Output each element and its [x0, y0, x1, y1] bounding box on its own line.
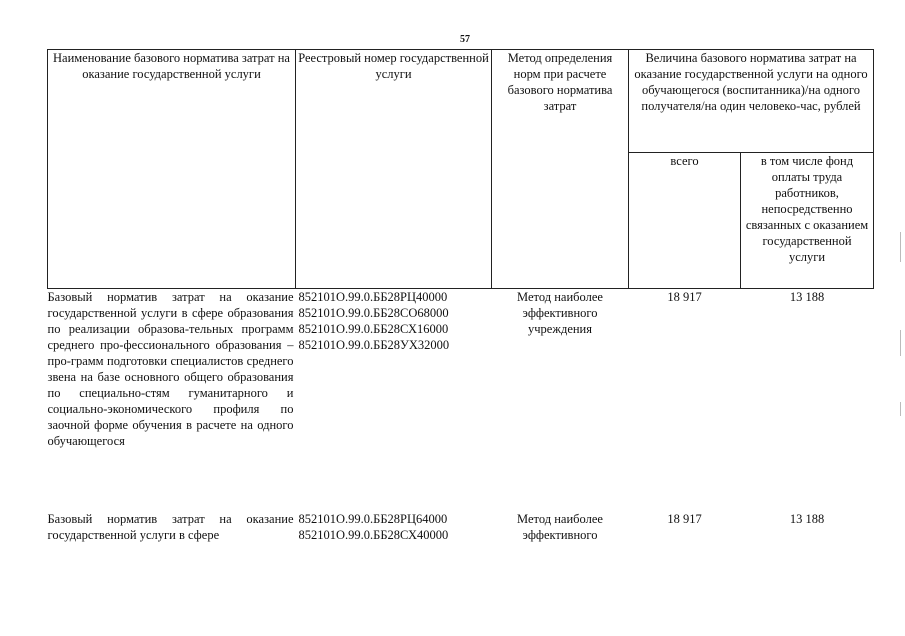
- registry-number: 852101О.99.0.ББ28СХ16000: [298, 322, 449, 336]
- row-method: Метод наиболее эффективного: [517, 512, 603, 542]
- row-registry: [296, 511, 492, 543]
- row-fund: 13 188: [789, 290, 825, 304]
- page-number: 57: [460, 34, 470, 45]
- normative-table: [47, 49, 874, 543]
- row-total: 18 917: [667, 512, 702, 526]
- registry-number: 852101О.99.0.ББ28УХ32000: [298, 338, 450, 352]
- header-total: всего: [629, 153, 741, 289]
- row-name: Базовый норматив затрат на оказание государственной услуги в сфере образования по реализации образова-тельных программ среднего про-фессионального образования – про-грамм подготовки специалистов среднего звена на базе основного общего образования по специально-стям гуманитарного и социально-экономического профиля по заочной форме обучения в расчете на одного обучающегося: [47, 290, 294, 448]
- header-value-group: Величина базового норматива затрат на оказание государственной услуги на одного обучающегося (воспитанника)/на одного получателя/на один человеко-час, рублей: [629, 50, 874, 153]
- header-registry: Реестровый номер государственной услуги: [296, 50, 492, 289]
- row-registry: [296, 289, 492, 512]
- row-name: Базовый норматив затрат на оказание государственной услуги в сфере: [47, 512, 294, 542]
- row-method: Метод наиболее эффективного учреждения: [517, 290, 603, 336]
- header-name: Наименование базового норматива затрат на оказание государственной услуги: [48, 50, 296, 289]
- registry-number: 852101О.99.0.ББ28СО68000: [298, 306, 449, 320]
- scan-edge-mark: [900, 330, 901, 356]
- header-method: Метод определения норм при расчете базового норматива затрат: [492, 50, 629, 289]
- table-row: [48, 511, 874, 543]
- scan-edge-mark: [900, 232, 901, 262]
- table-row: [48, 289, 874, 512]
- registry-number: 852101О.99.0.ББ28СХ40000: [298, 528, 449, 542]
- registry-number: 852101О.99.0.ББ28РЦ64000: [298, 512, 448, 526]
- scan-edge-mark: [900, 402, 901, 416]
- row-total: 18 917: [667, 290, 702, 304]
- row-fund: 13 188: [789, 512, 825, 526]
- header-row: [48, 50, 874, 153]
- header-fund: в том числе фонд оплаты труда работников, непосредственно связанных с оказанием государственной услуги: [741, 153, 874, 289]
- registry-number: 852101О.99.0.ББ28РЦ40000: [298, 290, 448, 304]
